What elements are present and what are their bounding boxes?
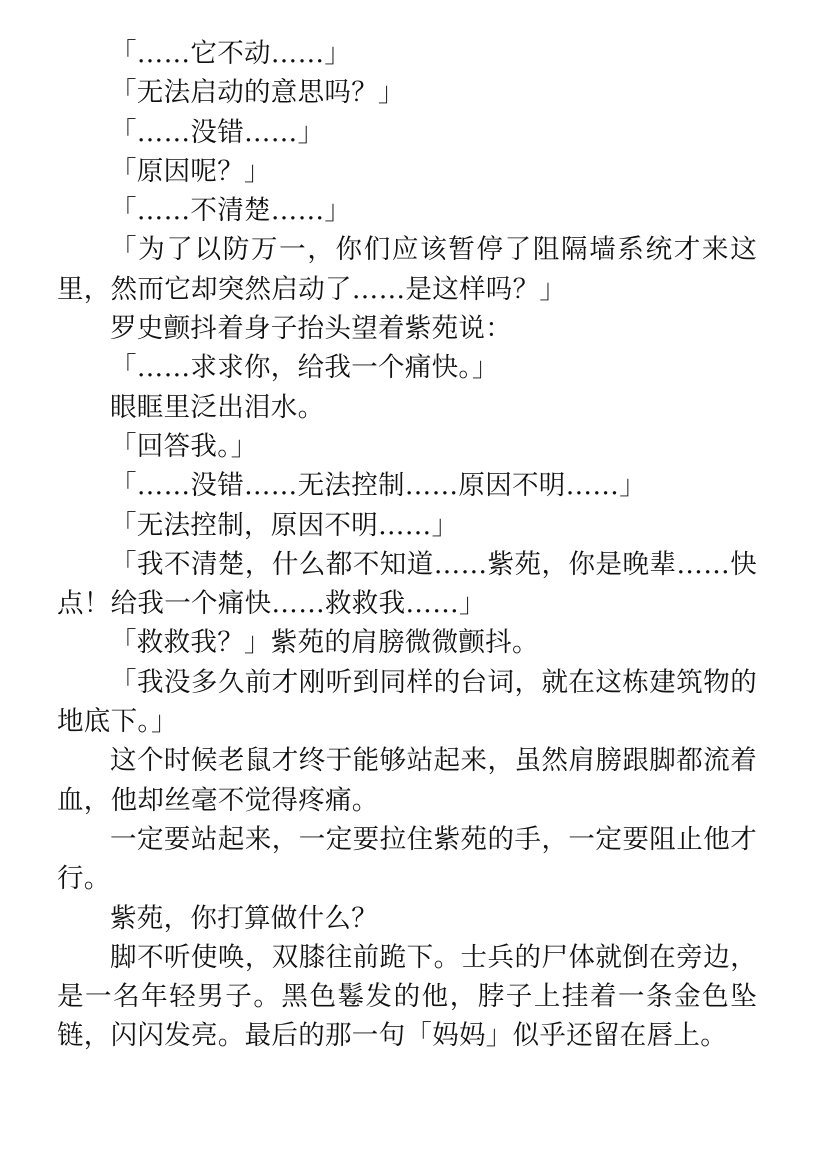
- paragraph: 「原因呢？」: [110, 155, 271, 187]
- paragraph: 「……求求你，给我一个痛快。」: [110, 352, 499, 384]
- paragraph: 「回答我。」: [110, 430, 258, 462]
- paragraph: 罗史颤抖着身子抬头望着紫苑说：: [110, 313, 512, 345]
- paragraph: 「救救我？」紫苑的肩膀微微颤抖。: [110, 627, 539, 659]
- document-page: [57, 34, 757, 1056]
- paragraph: 眼眶里泛出泪水。: [110, 391, 325, 423]
- paragraph: 「无法控制，原因不明……」: [110, 509, 459, 541]
- paragraph: 「为了以防万一，你们应该暂停了阻隔墙系统才来这里，然而它却突然启动了……是这样吗？」: [57, 234, 757, 305]
- paragraph: 「我不清楚，什么都不知道……紫苑，你是晚辈……快点！给我一个痛快……救救我……」: [57, 548, 757, 620]
- paragraph: 「我没多久前才刚听到同样的台词，就在这栋建筑物的地底下。」: [57, 666, 757, 738]
- paragraph: 一定要站起来，一定要拉住紫苑的手，一定要阻止他才行。: [57, 823, 757, 895]
- paragraph: 「……不清楚……」: [110, 195, 352, 227]
- paragraph: 「……没错……」: [110, 116, 325, 148]
- paragraph: 「无法启动的意思吗？」: [110, 77, 405, 109]
- paragraph: 紫苑，你打算做什么？: [110, 902, 378, 934]
- paragraph: 脚不听使唤，双膝往前跪下。士兵的尸体就倒在旁边，是一名年轻男子。黑色鬈发的他，脖子上挂着一条金色坠链，闪闪发亮。最后的那一句「妈妈」似乎还留在唇上。: [57, 941, 757, 1052]
- paragraph: 「……它不动……」: [110, 38, 352, 69]
- paragraph: 这个时候老鼠才终于能够站起来，虽然肩膀跟脚都流着血，他却丝毫不觉得疼痛。: [57, 745, 757, 816]
- paragraph: 「……没错……无法控制……原因不明……」: [110, 470, 646, 502]
